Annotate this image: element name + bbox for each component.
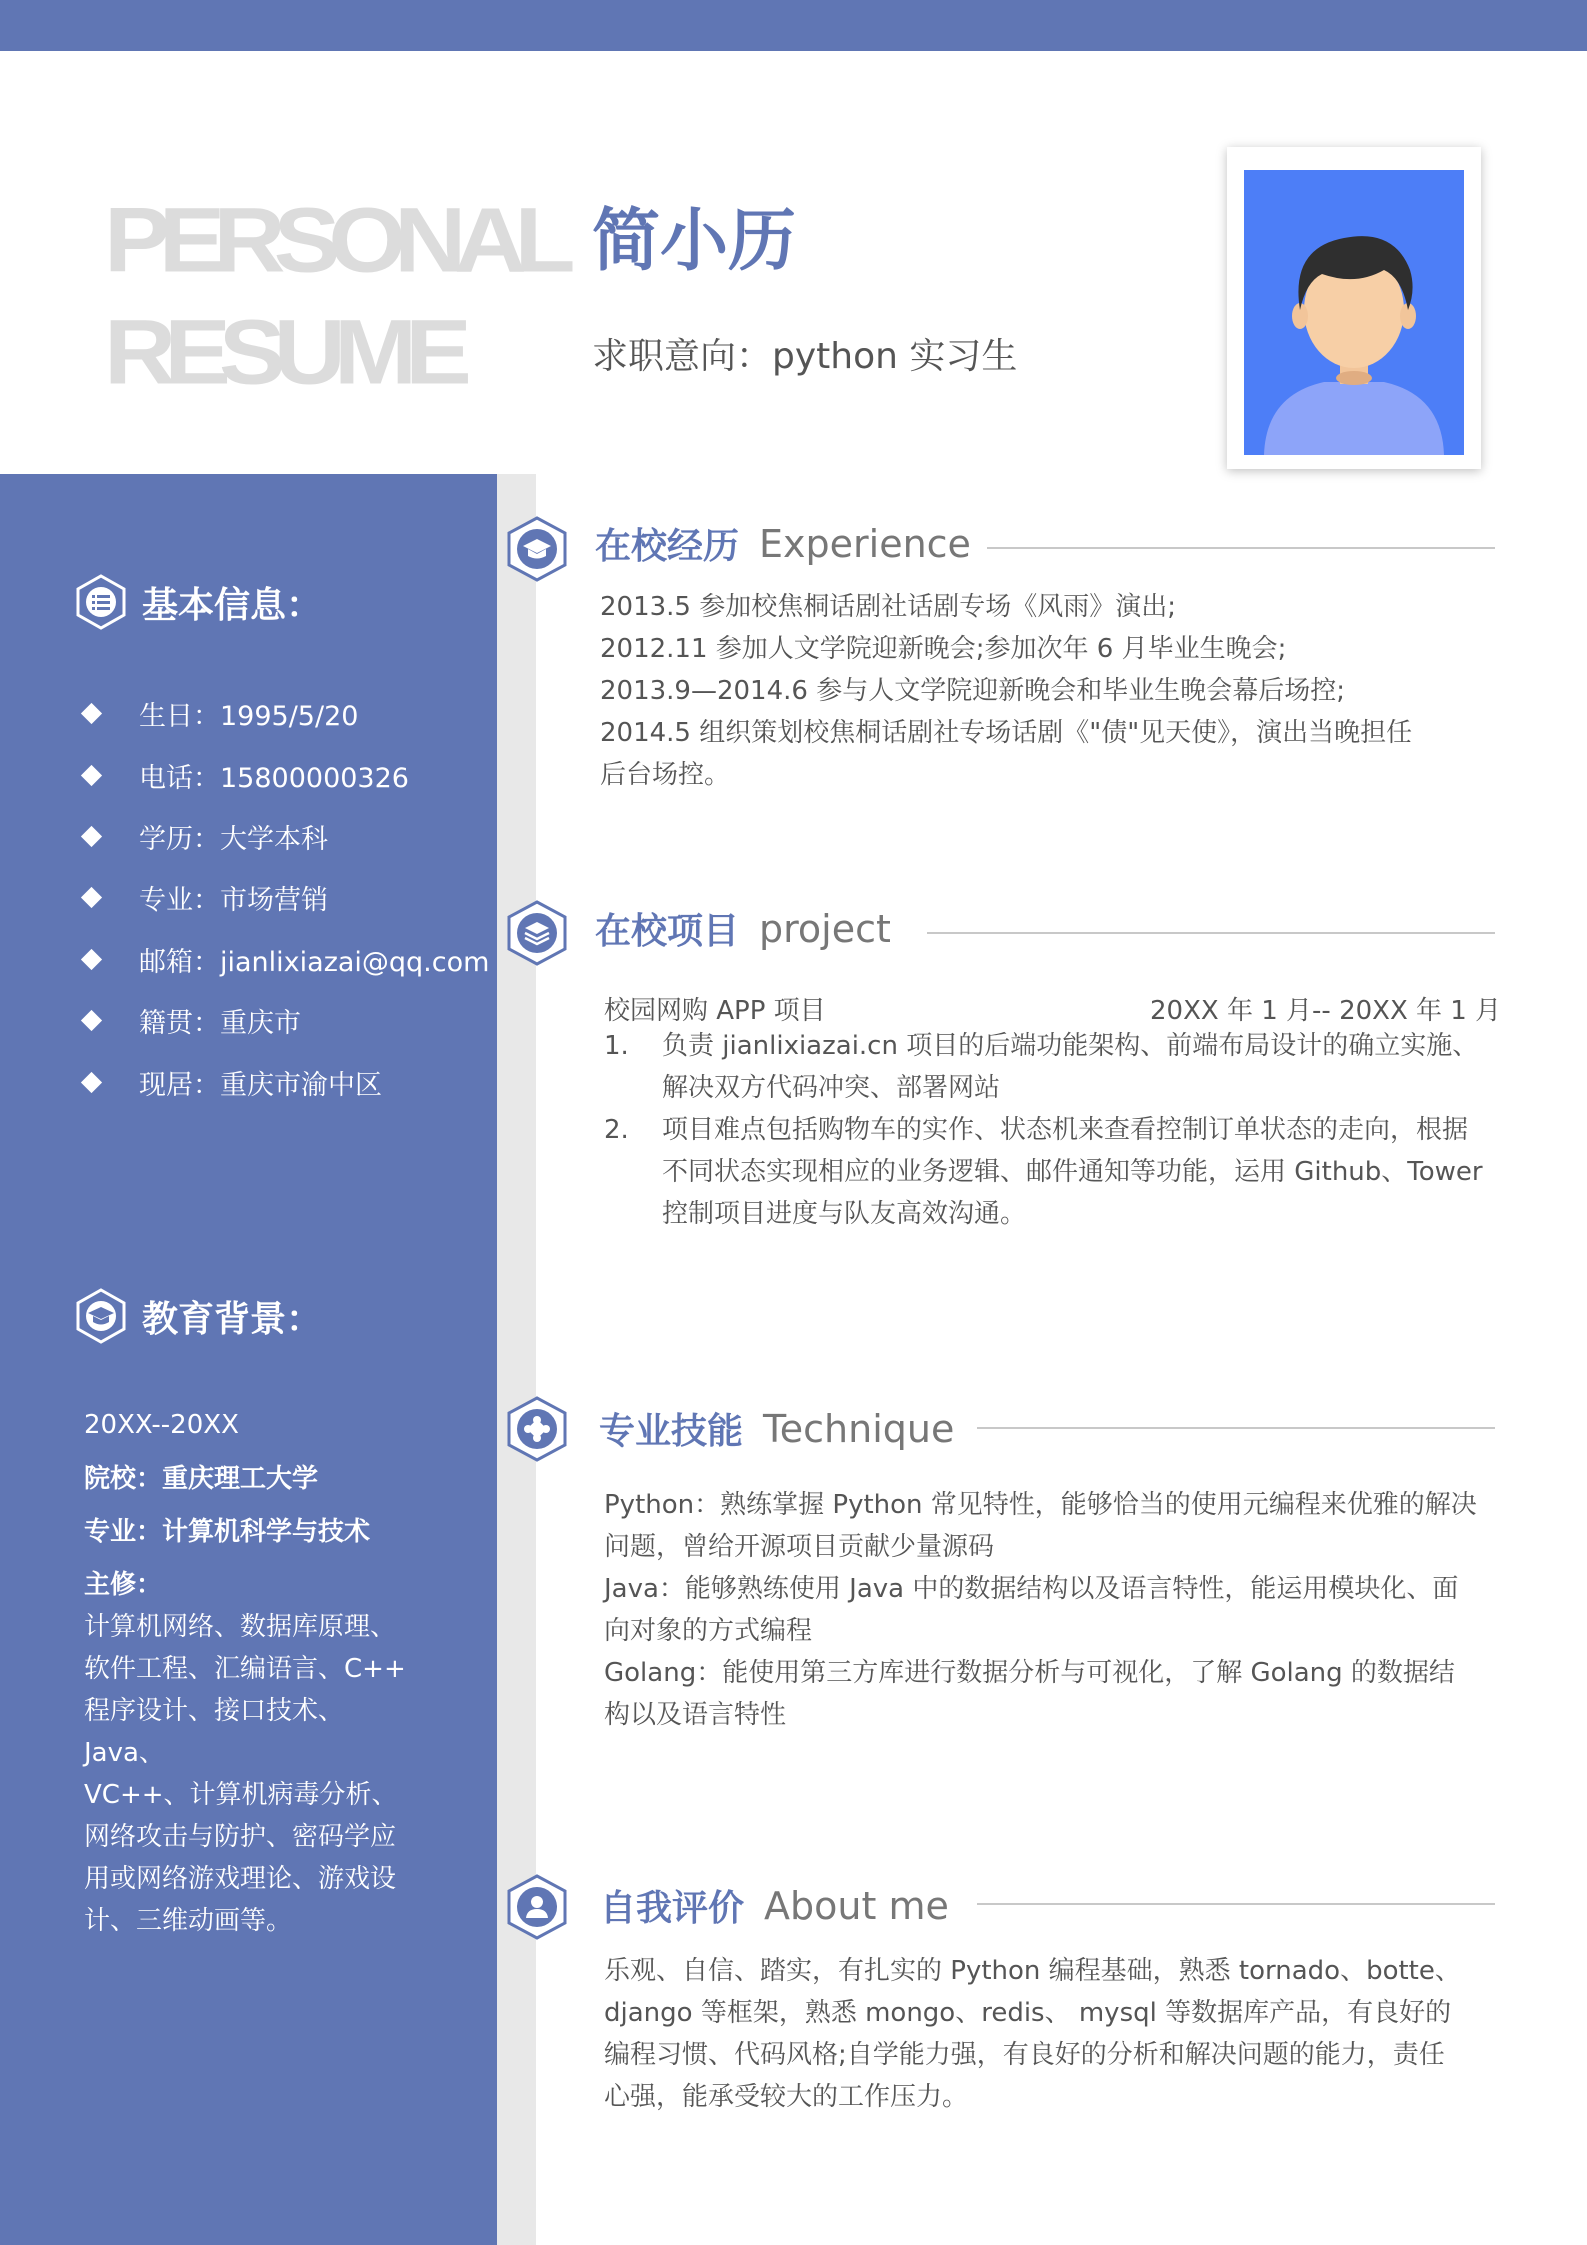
resume-watermark-line2: RESUME bbox=[104, 300, 460, 404]
skills-title-en: Technique bbox=[763, 1406, 955, 1451]
list-icon bbox=[74, 573, 128, 631]
project-line: 解决双方代码冲突、部署网站 bbox=[662, 1073, 1001, 1103]
education-period: 20XX--20XX bbox=[84, 1410, 239, 1440]
diamond-bullet-icon bbox=[81, 703, 102, 724]
puzzle-icon bbox=[505, 1395, 569, 1463]
top-accent-bar bbox=[0, 0, 1587, 51]
education-school: 院校：重庆理工大学 bbox=[84, 1464, 319, 1494]
list-item bbox=[604, 1025, 1494, 1109]
info-hometown: 籍贯：重庆市 bbox=[80, 990, 489, 1051]
project-line: 控制项目进度与队友高效沟通。 bbox=[662, 1199, 1027, 1229]
user-icon bbox=[505, 1873, 569, 1941]
basic-info-heading bbox=[74, 573, 322, 631]
info-residence: 现居：重庆市渝中区 bbox=[80, 1051, 489, 1112]
skills-line: Golang：能使用第三方库进行数据分析与可视化，了解 Golang 的数据结 bbox=[604, 1658, 1455, 1688]
skills-line: Python：熟练掌握 Python 常见特性，能够恰当的使用元编程来优雅的解决 bbox=[604, 1490, 1477, 1520]
about-heading bbox=[600, 1880, 949, 1931]
about-title-cn: 自我评价 bbox=[600, 1888, 745, 1929]
graduation-cap-icon bbox=[74, 1287, 128, 1345]
info-major: 专业：市场营销 bbox=[80, 867, 489, 928]
skills-line: Java：能够熟练使用 Java 中的数据结构以及语言特性，能运用模块化、面 bbox=[604, 1574, 1459, 1604]
project-name: 校园网购 APP 项目 bbox=[604, 996, 826, 1026]
experience-line: 2013.5 参加校焦桐话剧社话剧专场《风雨》演出; bbox=[600, 592, 1176, 622]
course-line: 计、三维动画等。 bbox=[84, 1906, 293, 1936]
skills-line: 向对象的方式编程 bbox=[604, 1616, 813, 1646]
job-objective: 求职意向：python 实习生 bbox=[592, 336, 1018, 377]
experience-title-cn: 在校经历 bbox=[595, 526, 740, 567]
candidate-name: 简小历 bbox=[592, 202, 797, 281]
list-number: 2. bbox=[604, 1115, 629, 1145]
about-rule bbox=[977, 1903, 1495, 1905]
about-line: 心强，能承受较大的工作压力。 bbox=[604, 2082, 969, 2112]
about-body bbox=[604, 1950, 1494, 2118]
project-heading bbox=[595, 903, 891, 954]
profile-photo-frame bbox=[1227, 147, 1481, 469]
diamond-bullet-icon bbox=[81, 1010, 102, 1031]
course-line: 网络攻击与防护、密码学应 bbox=[84, 1822, 397, 1852]
experience-title-en: Experience bbox=[759, 521, 971, 566]
info-email: 邮箱：jianlixiazai@qq.com bbox=[80, 929, 489, 990]
project-line: 负责 jianlixiazai.cn 项目的后端功能架构、前端布局设计的确立实施、 bbox=[662, 1031, 1479, 1061]
education-courses-label: 主修： bbox=[84, 1570, 163, 1600]
skills-body bbox=[604, 1484, 1494, 1736]
about-line: django 等框架，熟悉 mongo、redis、 mysql 等数据库产品，有良好的 bbox=[604, 1998, 1452, 2028]
basic-info-list bbox=[80, 683, 489, 1113]
about-line: 乐观、自信、踏实，有扎实的 Python 编程基础，熟悉 tornado、botte、 bbox=[604, 1956, 1461, 1986]
experience-body bbox=[600, 586, 1495, 796]
course-line: 软件工程、汇编语言、C++ bbox=[84, 1654, 406, 1684]
diamond-bullet-icon bbox=[81, 764, 102, 785]
skills-rule bbox=[977, 1427, 1495, 1429]
diamond-bullet-icon bbox=[81, 887, 102, 908]
list-number: 1. bbox=[604, 1031, 629, 1061]
experience-line: 后台场控。 bbox=[600, 760, 731, 790]
diamond-bullet-icon bbox=[81, 826, 102, 847]
resume-watermark-line1: PERSONAL bbox=[104, 188, 564, 292]
diamond-bullet-icon bbox=[81, 1071, 102, 1092]
project-line: 不同状态实现相应的业务逻辑、邮件通知等功能，运用 Github、Tower bbox=[662, 1157, 1483, 1187]
skills-heading bbox=[599, 1403, 954, 1454]
education-title: 教育背景： bbox=[142, 1298, 323, 1340]
skills-title-cn: 专业技能 bbox=[599, 1411, 744, 1452]
about-line: 编程习惯、代码风格;自学能力强，有良好的分析和解决问题的能力，责任 bbox=[604, 2040, 1445, 2070]
skills-line: 构以及语言特性 bbox=[604, 1700, 787, 1730]
about-title-en: About me bbox=[764, 1883, 949, 1928]
project-period: 20XX 年 1 月-- 20XX 年 1 月 bbox=[1150, 996, 1502, 1026]
project-title-en: project bbox=[759, 906, 891, 951]
avatar bbox=[1244, 170, 1464, 455]
course-line: VC++、计算机病毒分析、 bbox=[84, 1780, 398, 1810]
experience-line: 2012.11 参加人文学院迎新晚会;参加次年 6 月毕业生晚会; bbox=[600, 634, 1287, 664]
experience-heading bbox=[595, 518, 971, 569]
skills-line: 问题，曾给开源项目贡献少量源码 bbox=[604, 1532, 995, 1562]
experience-line: 2014.5 组织策划校焦桐话剧社专场话剧《"债"见天使》，演出当晚担任 bbox=[600, 718, 1413, 748]
education-heading bbox=[74, 1287, 322, 1345]
project-line: 项目难点包括购物车的实作、状态机来查看控制订单状态的走向，根据 bbox=[662, 1115, 1469, 1145]
info-birthday: 生日：1995/5/20 bbox=[80, 683, 489, 744]
basic-info-title: 基本信息： bbox=[142, 584, 323, 626]
info-phone: 电话：15800000326 bbox=[80, 744, 489, 805]
course-line: 计算机网络、数据库原理、 bbox=[84, 1612, 397, 1642]
project-title-cn: 在校项目 bbox=[595, 911, 740, 952]
experience-rule bbox=[987, 547, 1495, 549]
project-rule bbox=[927, 932, 1495, 934]
course-line: 程序设计、接口技术、Java、 bbox=[84, 1696, 345, 1768]
education-block bbox=[84, 1404, 424, 1942]
course-line: 用或网络游戏理论、游戏设 bbox=[84, 1864, 397, 1894]
info-degree: 学历：大学本科 bbox=[80, 806, 489, 867]
list-item bbox=[604, 1109, 1494, 1235]
graduation-cap-icon bbox=[505, 515, 569, 583]
experience-line: 2013.9—2014.6 参与人文学院迎新晚会和毕业生晚会幕后场控; bbox=[600, 676, 1345, 706]
layers-icon bbox=[505, 899, 569, 967]
project-duties-list bbox=[604, 1025, 1494, 1235]
divider-strip bbox=[497, 474, 536, 2245]
diamond-bullet-icon bbox=[81, 949, 102, 970]
education-major: 专业：计算机科学与技术 bbox=[84, 1517, 371, 1547]
